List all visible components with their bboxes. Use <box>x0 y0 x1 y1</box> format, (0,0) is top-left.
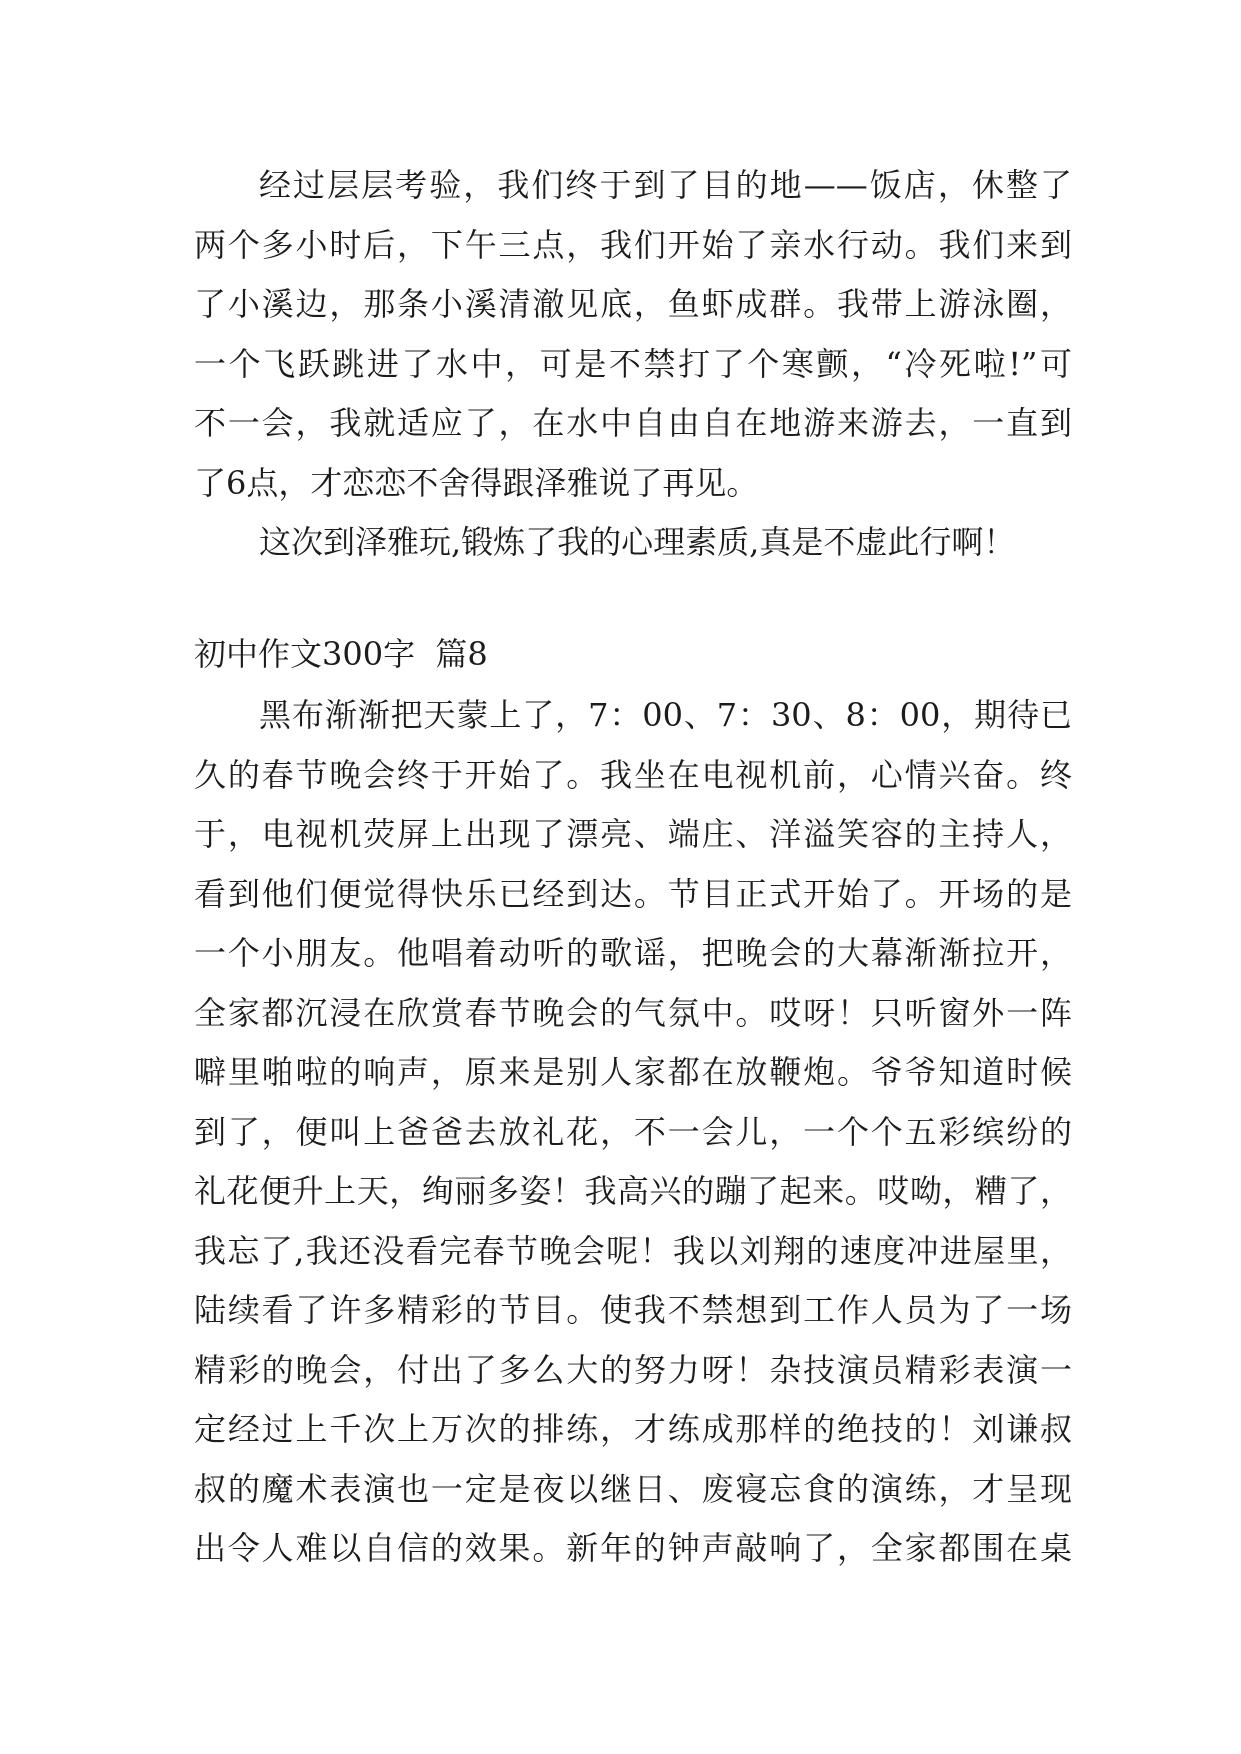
text-line: 礼花便升上天，绚丽多姿！我高兴的蹦了起来。哎呦，糟了， <box>194 1172 1072 1210</box>
text-line: 这次到泽雅玩,锻炼了我的心理素质,真是不虚此行啊！ <box>259 523 1016 561</box>
paragraph <box>194 686 1072 1579</box>
text-line: 两个多小时后，下午三点，我们开始了亲水行动。我们来到 <box>194 225 1072 264</box>
essay-heading <box>194 625 1072 685</box>
text-line: 于，电视机荧屏上出现了漂亮、端庄、洋溢笑容的主持人， <box>194 815 1072 853</box>
text-line: 噼里啪啦的响声，原来是别人家都在放鞭炮。爷爷知道时候 <box>194 1053 1072 1091</box>
text-line: 了小溪边，那条小溪清澈见底，鱼虾成群。我带上游泳圈， <box>194 285 1072 323</box>
paragraph <box>194 156 1072 513</box>
text-line: 陆续看了许多精彩的节目。使我不禁想到工作人员为了一场 <box>194 1291 1072 1329</box>
text-line: 看到他们便觉得快乐已经到达。节目正式开始了。开场的是 <box>194 874 1072 913</box>
text-line: 久的春节晚会终于开始了。我坐在电视机前，心情兴奋。终 <box>194 755 1072 794</box>
text-line: 不一会，我就适应了，在水中自由自在地游来游去，一直到 <box>194 404 1072 442</box>
text-line: 黑布渐渐把天蒙上了，7：00、7：30、8：00，期待已 <box>259 696 1072 734</box>
text-line: 一个小朋友。他唱着动听的歌谣，把晚会的大幕渐渐拉开， <box>194 934 1072 972</box>
text-line: 我忘了,我还没看完春节晚会呢！我以刘翔的速度冲进屋里， <box>194 1231 1072 1270</box>
text-line: 出令人难以自信的效果。新年的钟声敲响了，全家都围在桌 <box>194 1529 1072 1567</box>
section-title: 初中作文300字 篇8 <box>194 635 488 673</box>
text-line: 经过层层考验，我们终于到了目的地——饭店，休整了 <box>259 166 1072 204</box>
text-line: 定经过上千次上万次的排练，才练成那样的绝技的！刘谦叔 <box>194 1410 1072 1448</box>
text-line: 一个飞跃跳进了水中，可是不禁打了个寒颤，“冷死啦!”可 <box>194 344 1072 383</box>
text-line: 叔的魔术表演也一定是夜以继日、废寝忘食的演练，才呈现 <box>194 1469 1072 1508</box>
text-line: 了6点，才恋恋不舍得跟泽雅说了再见。 <box>194 463 759 502</box>
text-line: 精彩的晚会，付出了多么大的努力呀！杂技演员精彩表演一 <box>194 1350 1072 1389</box>
paragraph <box>194 513 1072 573</box>
text-line: 全家都沉浸在欣赏春节晚会的气氛中。哎呀！只听窗外一阵 <box>194 993 1072 1032</box>
text-line: 到了，便叫上爸爸去放礼花，不一会儿，一个个五彩缤纷的 <box>194 1112 1072 1151</box>
essay-section-7-ending <box>194 156 1072 573</box>
essay-section-8 <box>194 686 1072 1579</box>
